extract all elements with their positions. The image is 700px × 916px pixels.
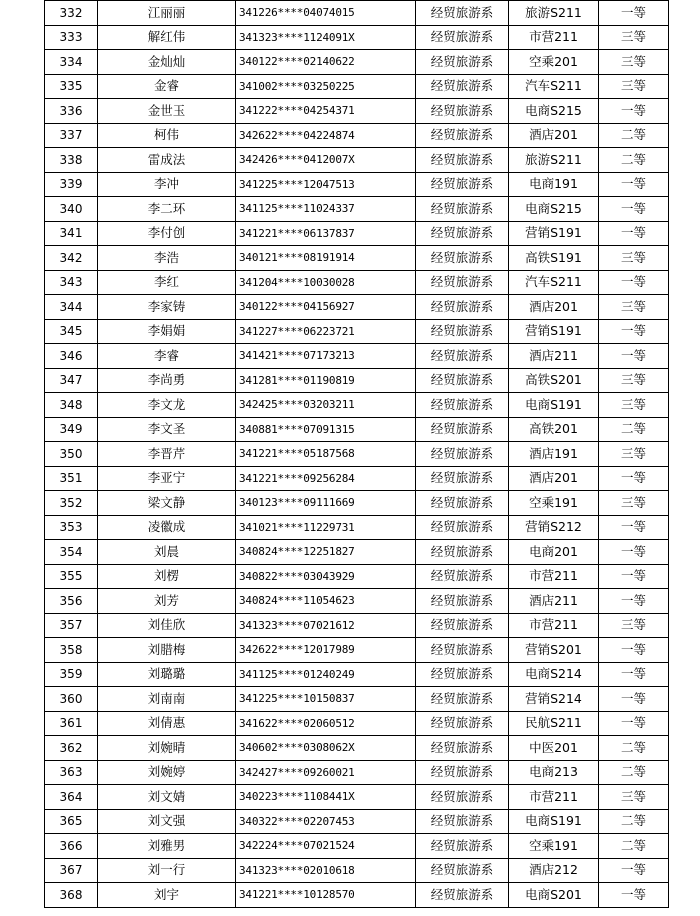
student-name-cell: 凌徽成 xyxy=(98,515,236,540)
department-cell: 经贸旅游系 xyxy=(416,442,509,467)
table-row xyxy=(45,564,669,589)
table-row xyxy=(45,319,669,344)
student-name-cell: 李文龙 xyxy=(98,393,236,418)
table-row xyxy=(45,295,669,320)
row-number-cell: 358 xyxy=(45,638,98,663)
award-level-cell: 一等 xyxy=(599,270,669,295)
award-level-cell: 一等 xyxy=(599,540,669,565)
student-name-cell: 李红 xyxy=(98,270,236,295)
table-row xyxy=(45,368,669,393)
class-cell: 酒店211 xyxy=(509,589,599,614)
class-cell: 酒店201 xyxy=(509,123,599,148)
id-number-cell: 341002****03250225 xyxy=(236,74,416,99)
id-number-cell: 341421****07173213 xyxy=(236,344,416,369)
table-row xyxy=(45,99,669,124)
award-level-cell: 三等 xyxy=(599,25,669,50)
id-number-cell: 342224****07021524 xyxy=(236,834,416,859)
table-row xyxy=(45,1,669,26)
row-number-cell: 367 xyxy=(45,858,98,883)
department-cell: 经贸旅游系 xyxy=(416,711,509,736)
row-number-cell: 361 xyxy=(45,711,98,736)
department-cell: 经贸旅游系 xyxy=(416,417,509,442)
student-name-cell: 刘倩惠 xyxy=(98,711,236,736)
row-number-cell: 345 xyxy=(45,319,98,344)
award-level-cell: 一等 xyxy=(599,883,669,908)
table-body xyxy=(45,1,669,908)
row-number-cell: 336 xyxy=(45,99,98,124)
department-cell: 经贸旅游系 xyxy=(416,785,509,810)
department-cell: 经贸旅游系 xyxy=(416,344,509,369)
award-level-cell: 一等 xyxy=(599,589,669,614)
row-number-cell: 335 xyxy=(45,74,98,99)
department-cell: 经贸旅游系 xyxy=(416,515,509,540)
row-number-cell: 346 xyxy=(45,344,98,369)
id-number-cell: 340322****02207453 xyxy=(236,809,416,834)
row-number-cell: 363 xyxy=(45,760,98,785)
id-number-cell: 341323****02010618 xyxy=(236,858,416,883)
id-number-cell: 342622****12017989 xyxy=(236,638,416,663)
table-row xyxy=(45,221,669,246)
row-number-cell: 337 xyxy=(45,123,98,148)
table-row xyxy=(45,711,669,736)
id-number-cell: 341227****06223721 xyxy=(236,319,416,344)
id-number-cell: 341221****10128570 xyxy=(236,883,416,908)
class-cell: 高铁S191 xyxy=(509,246,599,271)
class-cell: 酒店212 xyxy=(509,858,599,883)
department-cell: 经贸旅游系 xyxy=(416,687,509,712)
class-cell: 空乘201 xyxy=(509,50,599,75)
class-cell: 营销S201 xyxy=(509,638,599,663)
award-level-cell: 三等 xyxy=(599,295,669,320)
department-cell: 经贸旅游系 xyxy=(416,858,509,883)
row-number-cell: 349 xyxy=(45,417,98,442)
table-row xyxy=(45,393,669,418)
student-name-cell: 李晋芹 xyxy=(98,442,236,467)
award-level-cell: 一等 xyxy=(599,1,669,26)
department-cell: 经贸旅游系 xyxy=(416,809,509,834)
row-number-cell: 356 xyxy=(45,589,98,614)
table-row xyxy=(45,466,669,491)
award-level-cell: 一等 xyxy=(599,221,669,246)
student-name-cell: 梁文静 xyxy=(98,491,236,516)
student-name-cell: 江丽丽 xyxy=(98,1,236,26)
award-level-cell: 三等 xyxy=(599,393,669,418)
award-level-cell: 一等 xyxy=(599,197,669,222)
department-cell: 经贸旅游系 xyxy=(416,50,509,75)
award-level-cell: 一等 xyxy=(599,466,669,491)
table-row xyxy=(45,540,669,565)
id-number-cell: 342426****0412007X xyxy=(236,148,416,173)
table-row xyxy=(45,515,669,540)
award-level-cell: 三等 xyxy=(599,491,669,516)
row-number-cell: 333 xyxy=(45,25,98,50)
department-cell: 经贸旅游系 xyxy=(416,466,509,491)
table-row xyxy=(45,25,669,50)
student-name-cell: 刘佳欣 xyxy=(98,613,236,638)
row-number-cell: 352 xyxy=(45,491,98,516)
department-cell: 经贸旅游系 xyxy=(416,834,509,859)
student-name-cell: 金世玉 xyxy=(98,99,236,124)
award-level-cell: 三等 xyxy=(599,785,669,810)
row-number-cell: 343 xyxy=(45,270,98,295)
student-name-cell: 刘婉婷 xyxy=(98,760,236,785)
department-cell: 经贸旅游系 xyxy=(416,123,509,148)
row-number-cell: 344 xyxy=(45,295,98,320)
class-cell: 中医201 xyxy=(509,736,599,761)
department-cell: 经贸旅游系 xyxy=(416,221,509,246)
student-name-cell: 刘芳 xyxy=(98,589,236,614)
student-name-cell: 刘一行 xyxy=(98,858,236,883)
table-row xyxy=(45,760,669,785)
row-number-cell: 365 xyxy=(45,809,98,834)
award-level-cell: 二等 xyxy=(599,148,669,173)
class-cell: 电商S215 xyxy=(509,197,599,222)
table-row xyxy=(45,662,669,687)
row-number-cell: 334 xyxy=(45,50,98,75)
id-number-cell: 340122****02140622 xyxy=(236,50,416,75)
award-level-cell: 三等 xyxy=(599,50,669,75)
department-cell: 经贸旅游系 xyxy=(416,662,509,687)
table-row xyxy=(45,197,669,222)
student-name-cell: 刘宇 xyxy=(98,883,236,908)
id-number-cell: 340123****09111669 xyxy=(236,491,416,516)
award-level-cell: 一等 xyxy=(599,687,669,712)
department-cell: 经贸旅游系 xyxy=(416,172,509,197)
award-level-cell: 三等 xyxy=(599,613,669,638)
department-cell: 经贸旅游系 xyxy=(416,760,509,785)
row-number-cell: 353 xyxy=(45,515,98,540)
id-number-cell: 341221****09256284 xyxy=(236,466,416,491)
department-cell: 经贸旅游系 xyxy=(416,295,509,320)
class-cell: 电商S214 xyxy=(509,662,599,687)
table-row xyxy=(45,613,669,638)
department-cell: 经贸旅游系 xyxy=(416,491,509,516)
department-cell: 经贸旅游系 xyxy=(416,564,509,589)
row-number-cell: 366 xyxy=(45,834,98,859)
award-list-table-wrapper xyxy=(44,0,668,910)
student-name-cell: 李付创 xyxy=(98,221,236,246)
table-row xyxy=(45,736,669,761)
student-name-cell: 刘文婧 xyxy=(98,785,236,810)
class-cell: 电商S191 xyxy=(509,393,599,418)
row-number-cell: 338 xyxy=(45,148,98,173)
id-number-cell: 341323****07021612 xyxy=(236,613,416,638)
row-number-cell: 347 xyxy=(45,368,98,393)
table-row xyxy=(45,148,669,173)
id-number-cell: 342622****04224874 xyxy=(236,123,416,148)
student-name-cell: 李二环 xyxy=(98,197,236,222)
id-number-cell: 341225****12047513 xyxy=(236,172,416,197)
award-level-cell: 三等 xyxy=(599,74,669,99)
student-name-cell: 柯伟 xyxy=(98,123,236,148)
row-number-cell: 340 xyxy=(45,197,98,222)
class-cell: 民航S211 xyxy=(509,711,599,736)
department-cell: 经贸旅游系 xyxy=(416,368,509,393)
department-cell: 经贸旅游系 xyxy=(416,197,509,222)
id-number-cell: 341125****01240249 xyxy=(236,662,416,687)
student-name-cell: 刘婉晴 xyxy=(98,736,236,761)
department-cell: 经贸旅游系 xyxy=(416,589,509,614)
class-cell: 营销S191 xyxy=(509,221,599,246)
award-level-cell: 一等 xyxy=(599,858,669,883)
row-number-cell: 354 xyxy=(45,540,98,565)
row-number-cell: 355 xyxy=(45,564,98,589)
department-cell: 经贸旅游系 xyxy=(416,25,509,50)
award-level-cell: 一等 xyxy=(599,662,669,687)
row-number-cell: 362 xyxy=(45,736,98,761)
class-cell: 营销S212 xyxy=(509,515,599,540)
class-cell: 电商213 xyxy=(509,760,599,785)
class-cell: 电商S191 xyxy=(509,809,599,834)
class-cell: 空乘191 xyxy=(509,491,599,516)
award-level-cell: 一等 xyxy=(599,638,669,663)
id-number-cell: 340881****07091315 xyxy=(236,417,416,442)
student-name-cell: 金灿灿 xyxy=(98,50,236,75)
table-row xyxy=(45,491,669,516)
class-cell: 市营211 xyxy=(509,785,599,810)
award-list-table xyxy=(44,0,669,908)
id-number-cell: 341281****01190819 xyxy=(236,368,416,393)
row-number-cell: 350 xyxy=(45,442,98,467)
department-cell: 经贸旅游系 xyxy=(416,540,509,565)
student-name-cell: 刘南南 xyxy=(98,687,236,712)
id-number-cell: 341323****1124091X xyxy=(236,25,416,50)
row-number-cell: 341 xyxy=(45,221,98,246)
department-cell: 经贸旅游系 xyxy=(416,1,509,26)
table-row xyxy=(45,74,669,99)
class-cell: 酒店191 xyxy=(509,442,599,467)
department-cell: 经贸旅游系 xyxy=(416,638,509,663)
id-number-cell: 340122****04156927 xyxy=(236,295,416,320)
student-name-cell: 刘雅男 xyxy=(98,834,236,859)
class-cell: 市营211 xyxy=(509,25,599,50)
row-number-cell: 359 xyxy=(45,662,98,687)
award-level-cell: 三等 xyxy=(599,246,669,271)
table-row xyxy=(45,50,669,75)
department-cell: 经贸旅游系 xyxy=(416,883,509,908)
student-name-cell: 李尚勇 xyxy=(98,368,236,393)
department-cell: 经贸旅游系 xyxy=(416,393,509,418)
class-cell: 高铁201 xyxy=(509,417,599,442)
id-number-cell: 341622****02060512 xyxy=(236,711,416,736)
student-name-cell: 刘文强 xyxy=(98,809,236,834)
award-level-cell: 二等 xyxy=(599,123,669,148)
student-name-cell: 李浩 xyxy=(98,246,236,271)
id-number-cell: 340121****08191914 xyxy=(236,246,416,271)
id-number-cell: 340822****03043929 xyxy=(236,564,416,589)
row-number-cell: 368 xyxy=(45,883,98,908)
class-cell: 酒店211 xyxy=(509,344,599,369)
class-cell: 市营211 xyxy=(509,613,599,638)
row-number-cell: 364 xyxy=(45,785,98,810)
row-number-cell: 357 xyxy=(45,613,98,638)
id-number-cell: 341021****11229731 xyxy=(236,515,416,540)
department-cell: 经贸旅游系 xyxy=(416,246,509,271)
student-name-cell: 李娟娟 xyxy=(98,319,236,344)
student-name-cell: 李家铸 xyxy=(98,295,236,320)
table-row xyxy=(45,344,669,369)
id-number-cell: 341226****04074015 xyxy=(236,1,416,26)
award-level-cell: 一等 xyxy=(599,344,669,369)
class-cell: 旅游S211 xyxy=(509,148,599,173)
award-level-cell: 一等 xyxy=(599,564,669,589)
row-number-cell: 360 xyxy=(45,687,98,712)
table-row xyxy=(45,809,669,834)
student-name-cell: 刘璐璐 xyxy=(98,662,236,687)
id-number-cell: 340824****11054623 xyxy=(236,589,416,614)
class-cell: 市营211 xyxy=(509,564,599,589)
department-cell: 经贸旅游系 xyxy=(416,319,509,344)
class-cell: 汽车S211 xyxy=(509,270,599,295)
student-name-cell: 刘晨 xyxy=(98,540,236,565)
award-level-cell: 二等 xyxy=(599,834,669,859)
student-name-cell: 刘腊梅 xyxy=(98,638,236,663)
table-row xyxy=(45,687,669,712)
department-cell: 经贸旅游系 xyxy=(416,270,509,295)
id-number-cell: 342427****09260021 xyxy=(236,760,416,785)
table-row xyxy=(45,172,669,197)
department-cell: 经贸旅游系 xyxy=(416,74,509,99)
award-level-cell: 一等 xyxy=(599,711,669,736)
award-level-cell: 一等 xyxy=(599,319,669,344)
class-cell: 电商S215 xyxy=(509,99,599,124)
id-number-cell: 341222****04254371 xyxy=(236,99,416,124)
table-row xyxy=(45,270,669,295)
id-number-cell: 341225****10150837 xyxy=(236,687,416,712)
id-number-cell: 341125****11024337 xyxy=(236,197,416,222)
table-row xyxy=(45,589,669,614)
class-cell: 营销S191 xyxy=(509,319,599,344)
award-level-cell: 一等 xyxy=(599,515,669,540)
department-cell: 经贸旅游系 xyxy=(416,99,509,124)
student-name-cell: 李冲 xyxy=(98,172,236,197)
department-cell: 经贸旅游系 xyxy=(416,736,509,761)
table-row xyxy=(45,417,669,442)
award-level-cell: 一等 xyxy=(599,99,669,124)
student-name-cell: 李亚宁 xyxy=(98,466,236,491)
table-row xyxy=(45,246,669,271)
class-cell: 营销S214 xyxy=(509,687,599,712)
student-name-cell: 解红伟 xyxy=(98,25,236,50)
student-name-cell: 李睿 xyxy=(98,344,236,369)
class-cell: 酒店201 xyxy=(509,466,599,491)
student-name-cell: 雷成法 xyxy=(98,148,236,173)
class-cell: 旅游S211 xyxy=(509,1,599,26)
table-row xyxy=(45,638,669,663)
row-number-cell: 342 xyxy=(45,246,98,271)
class-cell: 高铁S201 xyxy=(509,368,599,393)
table-row xyxy=(45,442,669,467)
student-name-cell: 金睿 xyxy=(98,74,236,99)
id-number-cell: 341221****06137837 xyxy=(236,221,416,246)
award-level-cell: 三等 xyxy=(599,368,669,393)
award-level-cell: 二等 xyxy=(599,736,669,761)
table-row xyxy=(45,123,669,148)
id-number-cell: 340602****0308062X xyxy=(236,736,416,761)
award-level-cell: 一等 xyxy=(599,172,669,197)
row-number-cell: 348 xyxy=(45,393,98,418)
class-cell: 汽车S211 xyxy=(509,74,599,99)
id-number-cell: 341204****10030028 xyxy=(236,270,416,295)
award-level-cell: 三等 xyxy=(599,442,669,467)
table-row xyxy=(45,834,669,859)
class-cell: 酒店201 xyxy=(509,295,599,320)
id-number-cell: 342425****03203211 xyxy=(236,393,416,418)
table-row xyxy=(45,883,669,908)
row-number-cell: 339 xyxy=(45,172,98,197)
class-cell: 电商191 xyxy=(509,172,599,197)
id-number-cell: 340223****1108441X xyxy=(236,785,416,810)
class-cell: 空乘191 xyxy=(509,834,599,859)
class-cell: 电商S201 xyxy=(509,883,599,908)
row-number-cell: 332 xyxy=(45,1,98,26)
award-level-cell: 二等 xyxy=(599,417,669,442)
student-name-cell: 李文圣 xyxy=(98,417,236,442)
department-cell: 经贸旅游系 xyxy=(416,148,509,173)
class-cell: 电商201 xyxy=(509,540,599,565)
id-number-cell: 341221****05187568 xyxy=(236,442,416,467)
award-level-cell: 二等 xyxy=(599,809,669,834)
row-number-cell: 351 xyxy=(45,466,98,491)
table-row xyxy=(45,785,669,810)
table-row xyxy=(45,858,669,883)
award-level-cell: 二等 xyxy=(599,760,669,785)
student-name-cell: 刘楞 xyxy=(98,564,236,589)
department-cell: 经贸旅游系 xyxy=(416,613,509,638)
id-number-cell: 340824****12251827 xyxy=(236,540,416,565)
